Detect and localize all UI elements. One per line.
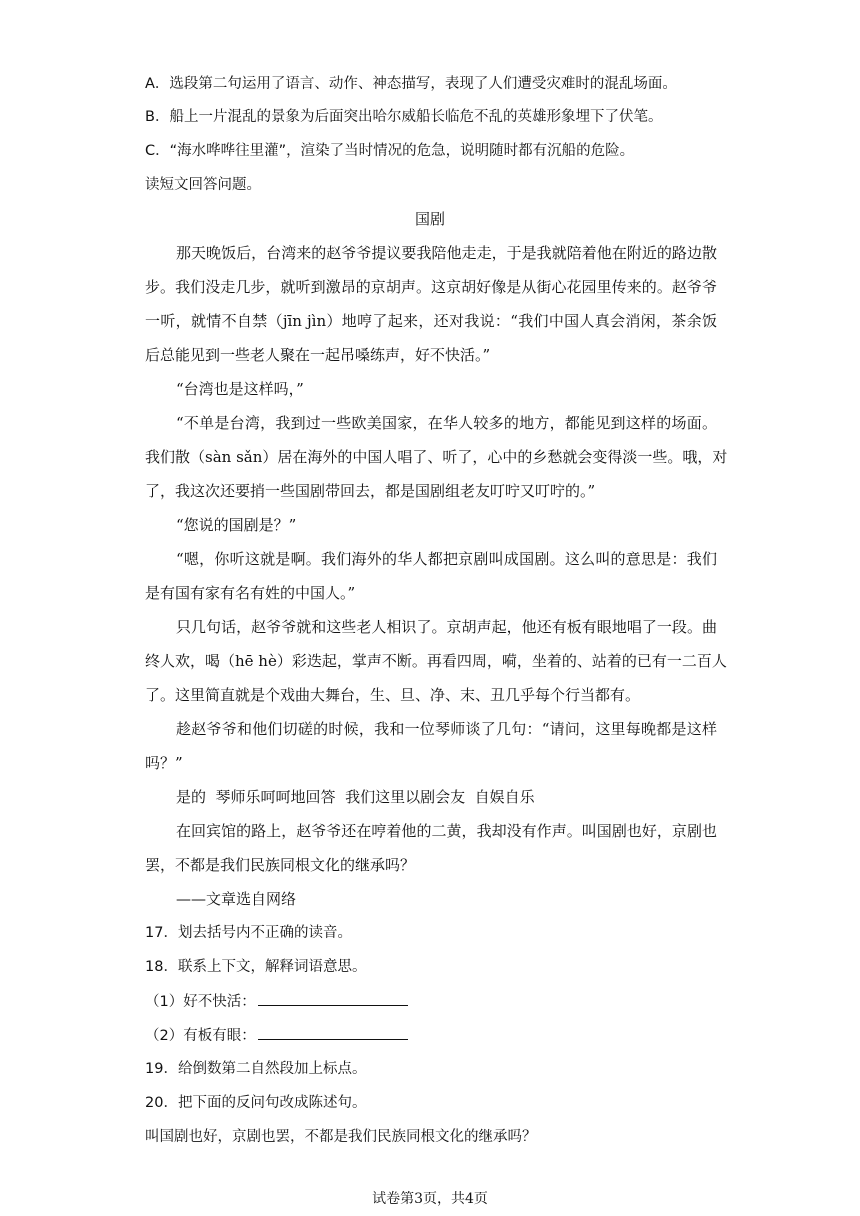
question-18: 18．联系上下文，解释词语意思。 [145, 959, 367, 975]
question-17: 17．划去括号内不正确的读音。 [145, 925, 352, 941]
article-line: 一听，就情不自禁（jīn jìn）地哼了起来，还对我说：“我们中国人真会消闲，茶余饭 [145, 312, 717, 330]
article-line: “嗯，你听这就是啊。我们海外的华人都把京剧叫成国剧。这么叫的意思是：我们 [176, 550, 717, 568]
article-line: “您说的国剧是？” [176, 516, 297, 534]
reading-instruction: 读短文回答问题。 [145, 177, 261, 193]
article-line: 罢，不都是我们民族同根文化的继承吗？ [145, 856, 416, 874]
option-a: A．选段第二句运用了语言、动作、神态描写，表现了人们遭受灾难时的混乱场面。 [145, 76, 677, 92]
article-line: 了，我这次还要捎一些国剧带回去，都是国剧组老友叮咛又叮咛的。” [145, 482, 596, 500]
article-source: ——文章选自网络 [176, 890, 297, 908]
article-line: 在回宾馆的路上，赵爷爷还在哼着他的二黄，我却没有作声。叫国剧也好，京剧也 [176, 822, 717, 840]
article-line: “台湾也是这样吗，” [176, 380, 304, 398]
article-line: 是的 琴师乐呵呵地回答 我们这里以剧会友 自娱自乐 [176, 788, 535, 806]
question-18-1 [145, 991, 860, 1012]
question-20: 20．把下面的反问句改成陈述句。 [145, 1095, 367, 1111]
option-c: C．“海水哗哗往里灌”，渲染了当时情况的危急，说明随时都有沉船的危险。 [145, 143, 635, 159]
question-18-2-label: （2）有板有眼： [145, 1028, 256, 1044]
article-line: 了。这里简直就是个戏曲大舞台，生、旦、净、末、丑几乎每个行当都有。 [145, 686, 641, 704]
article-line: 是有国有家有名有姓的中国人。” [145, 584, 356, 602]
article-line: 那天晚饭后，台湾来的赵爷爷提议要我陪他走走，于是我就陪着他在附近的路边散 [176, 244, 717, 262]
option-b: B．船上一片混乱的景象为后面突出哈尔威船长临危不乱的英雄形象埋下了伏笔。 [145, 109, 663, 125]
article-line: 只几句话，赵爷爷就和这些老人相识了。京胡声起，他还有板有眼地唱了一段。曲 [176, 618, 717, 636]
article-line: 终人欢，喝（hē hè）彩迭起，掌声不断。再看四周，嗬，坐着的、站着的已有一二百人 [145, 652, 727, 670]
article-line: 后总能见到一些老人聚在一起吊嗓练声，好不快活。” [145, 346, 491, 364]
answer-blank[interactable] [258, 991, 408, 1006]
page-footer: 试卷第3页，共4页 [372, 1191, 488, 1207]
article-line: 趁赵爷爷和他们切磋的时候，我和一位琴师谈了几句：“请问，这里每晚都是这样 [176, 720, 717, 738]
question-18-2 [145, 1025, 860, 1046]
article-line: 吗？” [145, 754, 183, 772]
question-19: 19．给倒数第二自然段加上标点。 [145, 1061, 367, 1077]
article-line: 我们散（sàn sǎn）居在海外的中国人唱了、听了，心中的乡愁就会变得淡一些。哦，对 [145, 448, 728, 466]
article-line: 步。我们没走几步，就听到激昂的京胡声。这京胡好像是从街心花园里传来的。赵爷爷 [145, 278, 717, 296]
question-20-sentence: 叫国剧也好，京剧也罢，不都是我们民族同根文化的继承吗？ [145, 1129, 537, 1145]
article-title: 国剧 [414, 210, 445, 228]
answer-blank[interactable] [258, 1025, 408, 1040]
question-18-1-label: （1）好不快活： [145, 994, 256, 1010]
article-line: “不单是台湾，我到过一些欧美国家，在华人较多的地方，都能见到这样的场面。 [176, 414, 717, 432]
